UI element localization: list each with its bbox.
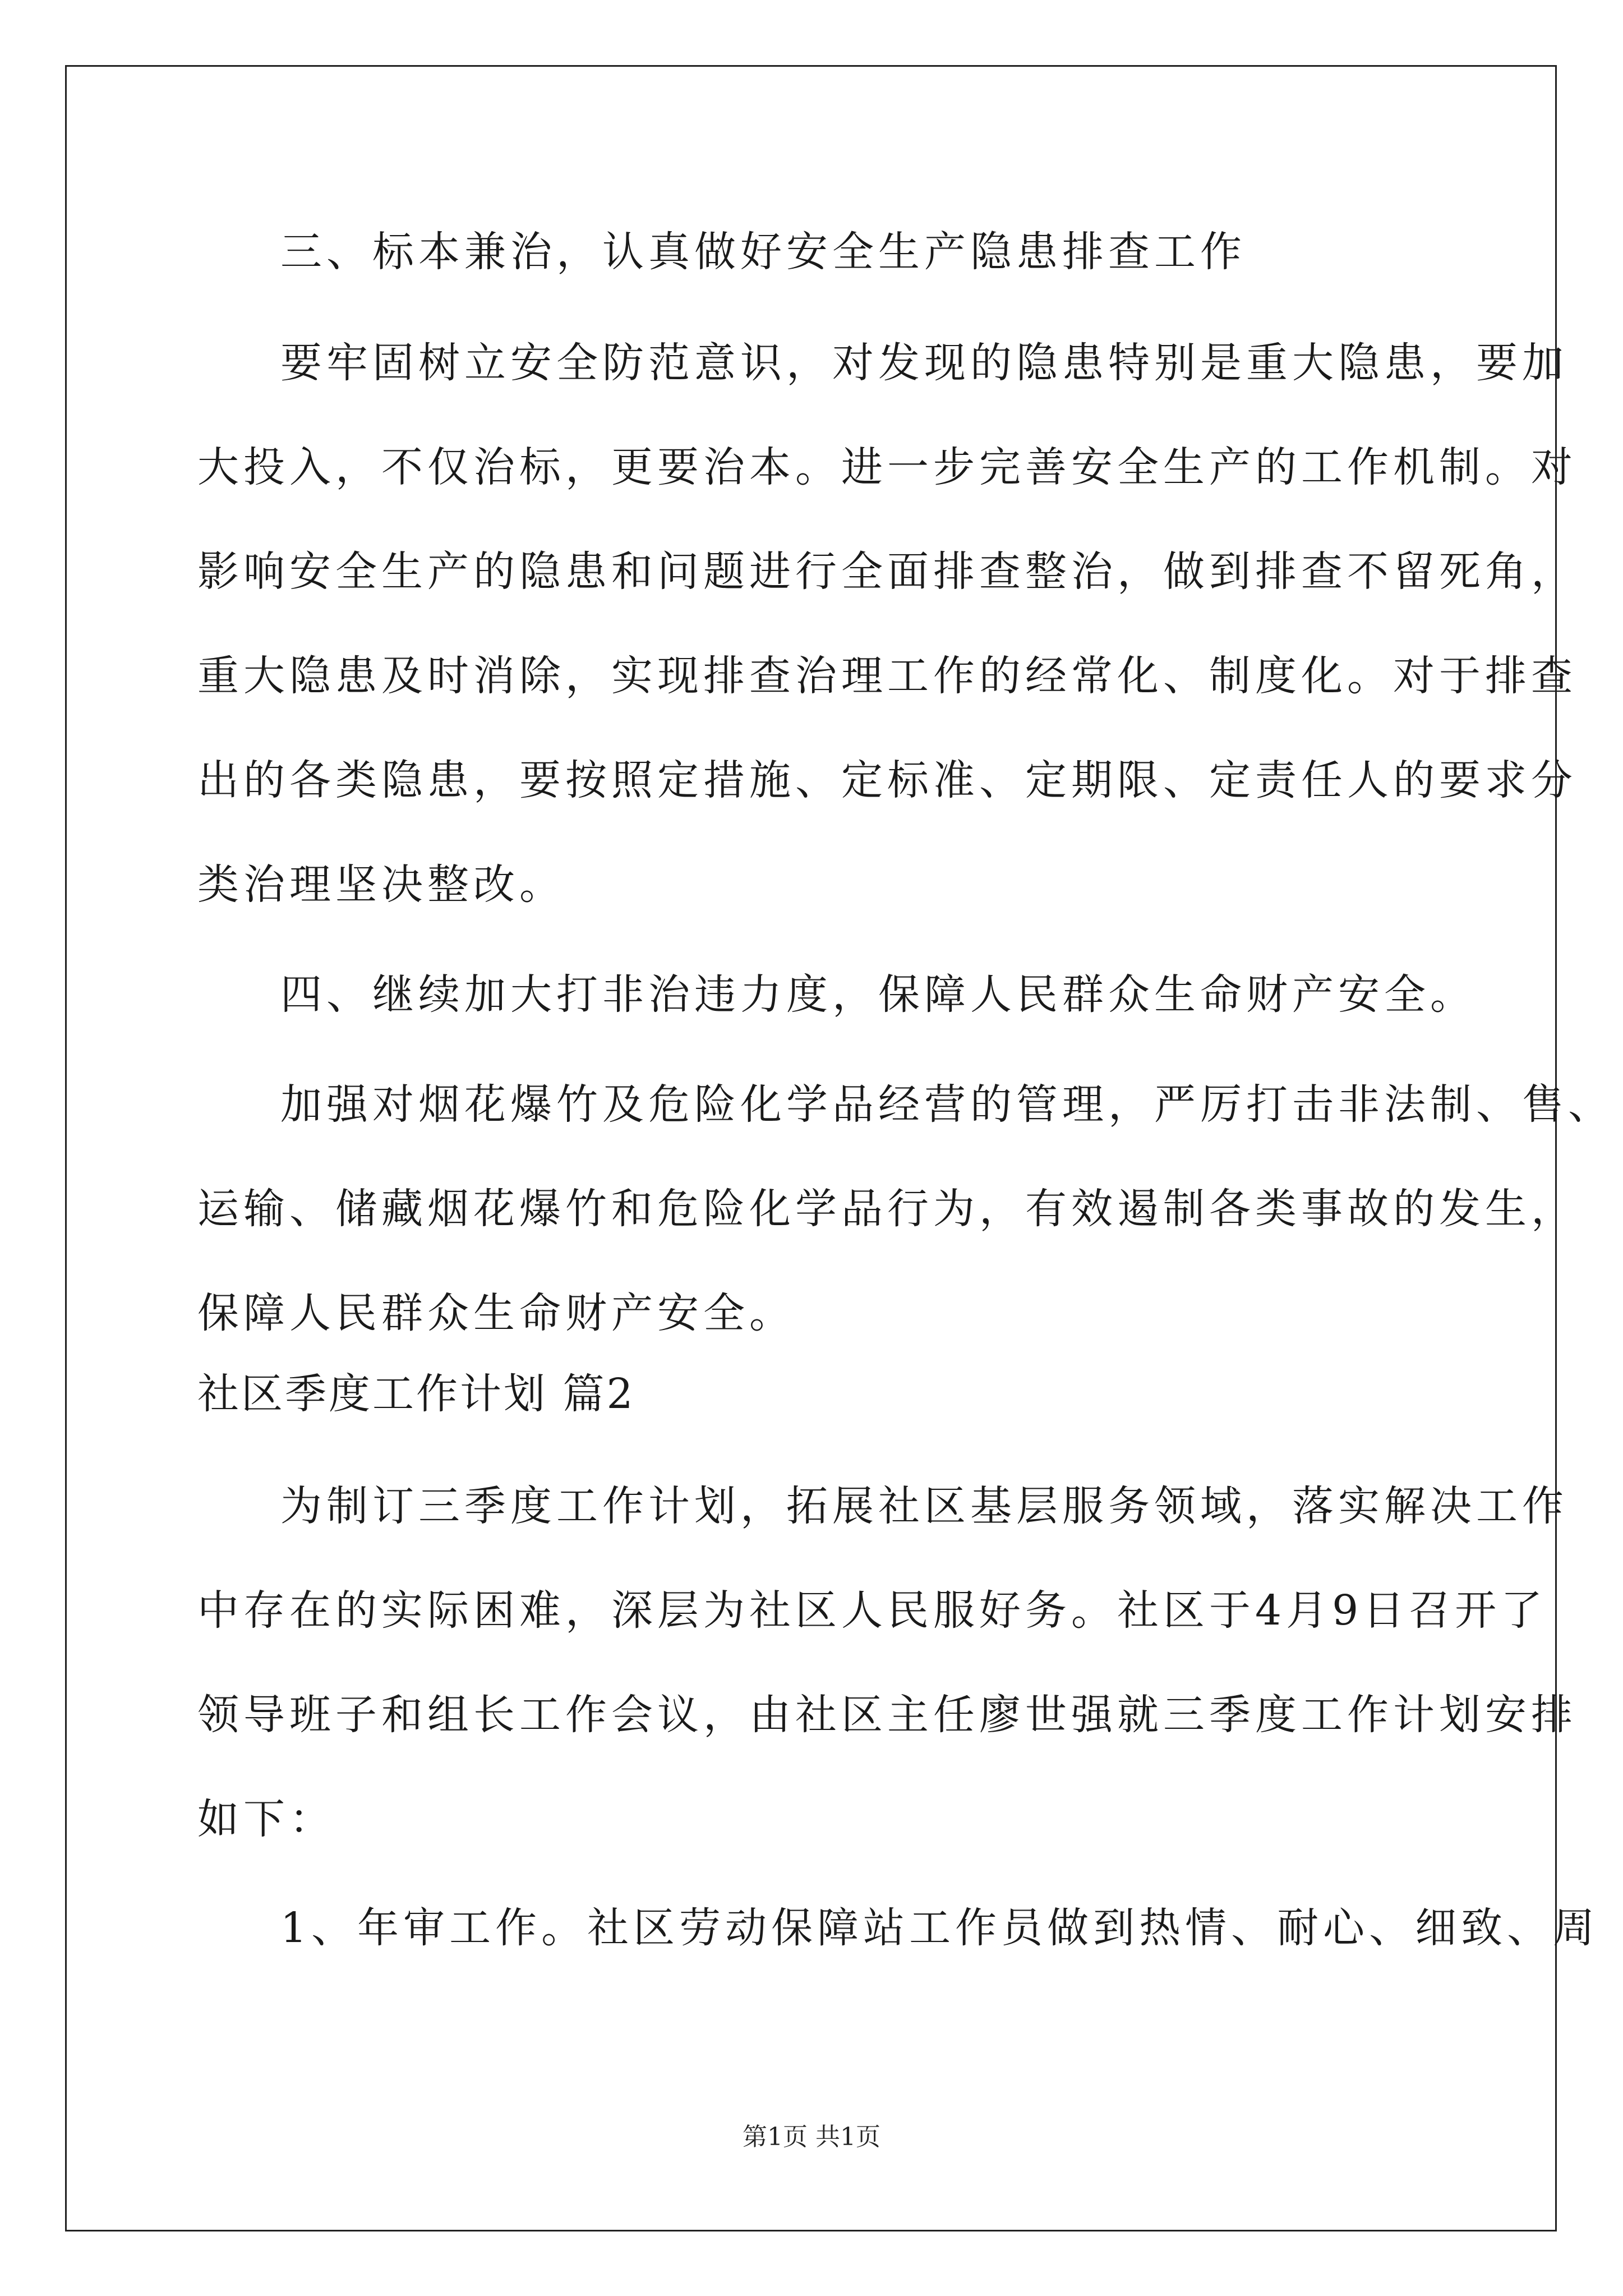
paragraph-line: 大投入，不仅治标，更要治本。进一步完善安全生产的工作机制。对 — [197, 443, 1577, 491]
article-title: 社区季度工作计划 篇2 — [197, 1370, 635, 1418]
paragraph-line: 领导班子和组长工作会议，由社区主任廖世强就三季度工作计划安排 — [197, 1691, 1577, 1739]
paragraph-line: 为制订三季度工作计划，拓展社区基层服务领域，落实解决工作 — [280, 1482, 1568, 1530]
paragraph-line: 中存在的实际困难，深层为社区人民服好务。社区于4月9日召开了 — [197, 1586, 1547, 1635]
paragraph-line: 加强对烟花爆竹及危险化学品经营的管理，严厉打击非法制、售、 — [280, 1080, 1614, 1129]
paragraph-line: 保障人民群众生命财产安全。 — [197, 1289, 795, 1337]
paragraph-line: 1、年审工作。社区劳动保障站工作员做到热情、耐心、细致、周 — [280, 1904, 1599, 1952]
paragraph-line: 影响安全生产的隐患和问题进行全面排查整治，做到排查不留死角， — [197, 547, 1577, 596]
paragraph-line: 要牢固树立安全防范意识，对发现的隐患特别是重大隐患，要加 — [280, 339, 1568, 387]
section-heading-3: 三、标本兼治，认真做好安全生产隐患排查工作 — [280, 228, 1246, 276]
section-heading-4: 四、继续加大打非治违力度，保障人民群众生命财产安全。 — [280, 970, 1476, 1019]
paragraph-line: 重大隐患及时消除，实现排查治理工作的经常化、制度化。对于排查 — [197, 652, 1577, 700]
page-footer: 第1页 共1页 — [743, 2123, 880, 2151]
paragraph-line: 出的各类隐患，要按照定措施、定标准、定期限、定责任人的要求分 — [197, 756, 1577, 804]
paragraph-line: 如下： — [197, 1795, 335, 1843]
paragraph-line: 类治理坚决整改。 — [197, 861, 565, 909]
paragraph-line: 运输、储藏烟花爆竹和危险化学品行为，有效遏制各类事故的发生， — [197, 1185, 1577, 1233]
